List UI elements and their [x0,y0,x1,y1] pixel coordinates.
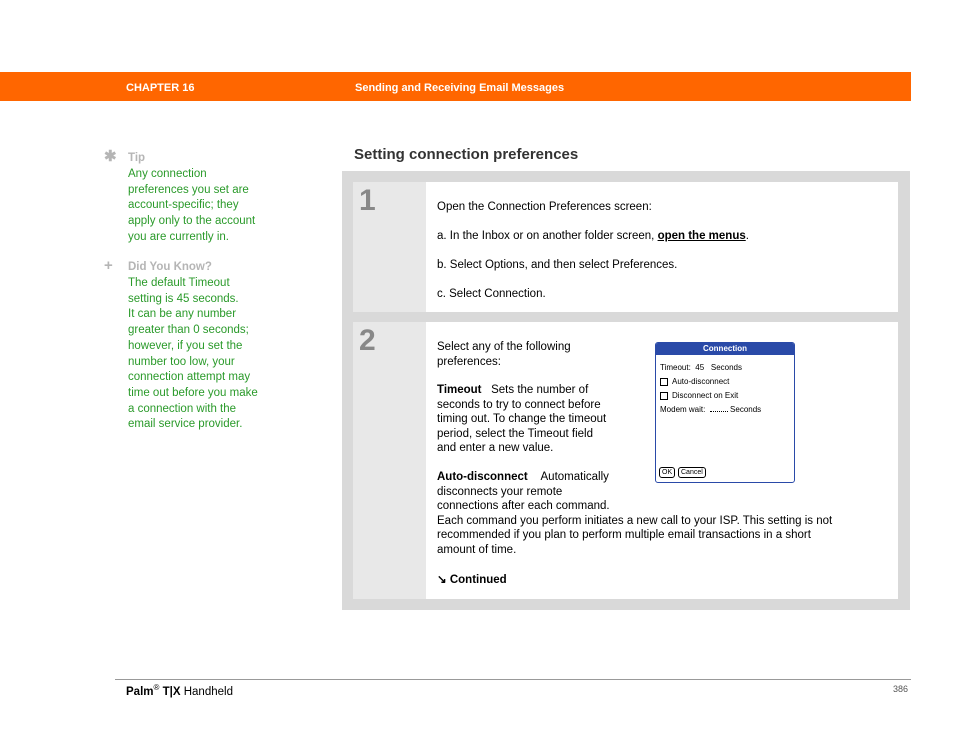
dyk-line: setting is 45 seconds. [128,292,239,305]
auto-disconnect-line: disconnects your remote [437,485,563,498]
screen-disconnect-exit-label: Disconnect on Exit [672,391,739,400]
section-title: Setting connection preferences [354,146,579,163]
step-1-number: 1 [359,184,376,217]
step-1-item-c: c. Select Connection. [437,288,546,300]
step-2-intro [437,340,571,369]
dyk-line: The default Timeout [128,277,230,289]
asterisk-icon: ✱ [104,148,117,165]
chapter-title: Sending and Receiving Email Messages [355,82,565,94]
step-1-item-a-suffix: . [745,230,749,242]
auto-disconnect-line: amount of time. [437,543,517,556]
tip-heading: Tip [128,152,146,164]
open-the-menus-link[interactable]: open the menus [657,230,746,242]
dyk-line: It can be any number [128,308,237,321]
screen-timeout-unit: Seconds [710,363,742,372]
tip-line: preferences you set are [128,183,249,196]
checkbox-icon [660,392,668,400]
screen-auto-disconnect-label: Auto-disconnect [672,377,730,386]
connection-screen-image [655,342,795,483]
dyk-line: time out before you make [128,386,258,399]
screen-disconnect-exit-row [660,389,738,404]
footer-product [126,683,233,698]
timeout-line: and enter a new value. [437,442,554,454]
step-1-intro: Open the Connection Preferences screen: [437,201,652,213]
timeout-line: timing out. To change the timeout [437,413,607,425]
screen-modem-wait-unit: Seconds [730,405,762,414]
dyk-line: number too low, your [128,355,235,368]
screen-modem-wait-row [660,403,761,418]
footer-divider [115,679,911,680]
auto-disconnect-line: Automatically [540,471,609,483]
screen-cancel-button: Cancel [678,467,706,478]
step-2-number-cell [353,322,426,599]
timeout-line: Sets the number of [491,384,589,396]
continued-label: Continued [449,574,507,586]
footer-model: T|X [162,685,181,698]
screen-timeout-value: 45 [695,363,705,372]
footer-reg: ® [153,683,160,692]
step-2-intro-line: preferences: [437,355,501,368]
step-2-content [426,322,898,599]
timeout-line: period, select the Timeout field [437,427,593,440]
dyk-line: greater than 0 seconds; [128,324,249,337]
plus-icon: + [104,257,113,274]
screen-ok-button: OK [659,467,675,478]
step-2-intro-line: Select any of the following [437,341,571,353]
screen-timeout-row [660,361,742,376]
dyk-line: connection attempt may [128,371,251,384]
tip-block [104,148,284,251]
auto-disconnect-description [437,470,832,557]
tip-text [128,167,278,246]
step-1-item-b: b. Select Options, and then select Preferences. [437,259,678,271]
step-1-item-a-text: a. In the Inbox or on another folder screen, [437,230,658,242]
continued-note[interactable] [437,573,507,588]
timeout-line: seconds to try to connect before [437,398,601,411]
tip-line: Any connection [128,168,207,180]
step-2-number: 2 [359,324,376,357]
tip-line: apply only to the account [128,215,256,228]
screen-timeout-label: Timeout: [660,363,691,372]
auto-disconnect-line: connections after each command. [437,500,610,512]
tip-line: account-specific; they [128,199,239,212]
auto-disconnect-line: Each command you perform initiates a new call to your ISP. This setting is not [437,514,833,527]
arrow-down-right-icon: ↘ [437,574,447,586]
footer-brand: Palm [126,685,154,698]
dyk-line: email service provider. [128,418,243,431]
step-1-item-a [437,229,749,244]
checkbox-icon [660,378,668,386]
auto-disconnect-line: recommended if you plan to perform multiple email transactions in a short [437,529,811,541]
timeout-description [437,383,606,456]
chapter-number: CHAPTER 16 [126,82,195,94]
auto-disconnect-term: Auto-disconnect [437,471,528,483]
step-1-number-cell [353,182,426,312]
timeout-term: Timeout [437,384,482,396]
screen-modem-wait-label: Modem wait: [660,405,706,414]
footer-suffix: Handheld [183,685,233,698]
dyk-line: a connection with the [128,402,237,415]
did-you-know-text [128,276,278,433]
tip-line: you are currently in. [128,230,229,243]
page-number: 386 [893,684,909,694]
step-1-content [426,182,898,312]
did-you-know-heading: Did You Know? [128,261,212,273]
did-you-know-block [104,257,284,440]
screen-title: Connection [656,343,794,355]
dyk-line: however, if you set the [128,339,243,352]
screen-auto-disconnect-row [660,375,729,390]
